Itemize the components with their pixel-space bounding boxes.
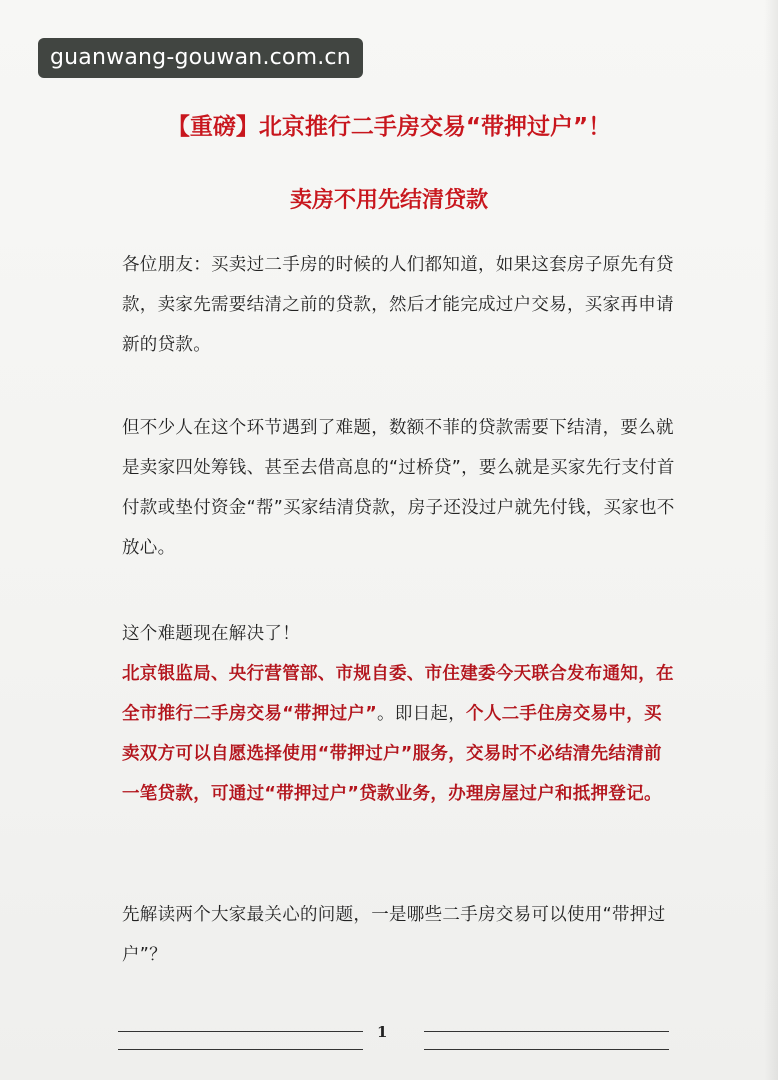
footer-rule-left-top: [118, 1031, 363, 1032]
footer-rule-right-bottom: [424, 1049, 669, 1050]
announcement-highlight-a: 北京银监局、央行营管部、市规自委、市住建委今天联合发布通知，在全市推行二手房交易“带押过户”: [122, 664, 674, 724]
announcement-lead: 这个难题现在解决了！: [122, 624, 300, 644]
footer-rule-left-bottom: [118, 1049, 363, 1050]
page-title: 【重磅】北京推行二手房交易“带押过户”！: [166, 114, 612, 140]
watermark-badge: guanwang-gouwan.com.cn: [38, 38, 363, 78]
paragraph-problem: 但不少人在这个环节遇到了难题，数额不菲的贷款需要下结清，要么就是卖家四处筹钱、甚至去借高息的“过桥贷”，要么就是买家先行支付首付款或垫付资金“帮”买家结清贷款，房子还没过户就先付钱，买家也不放心。: [122, 418, 675, 558]
paragraph-intro: 各位朋友：买卖过二手房的时候的人们都知道，如果这套房子原先有贷款，卖家先需要结清之前的贷款，然后才能完成过户交易，买家再申请新的贷款。: [122, 255, 674, 355]
page-edge-shadow: [764, 0, 778, 1080]
announcement-highlight-b: 个人二手住房交易中，买卖双方可以自愿选择使用“带押过户”服务，交易时不必结清先结清前一笔贷款，可通过“带押过户”贷款业务，办理房屋过户和抵押登记。: [122, 704, 662, 804]
page-number: 1: [377, 1023, 388, 1041]
announcement-body: [122, 654, 677, 814]
paragraph-announcement: [122, 614, 677, 814]
announcement-plain: 。即日起，: [377, 704, 467, 724]
page-subtitle: 卖房不用先结清贷款: [289, 188, 488, 213]
footer-rule-right-top: [424, 1031, 669, 1032]
paragraph-question: 先解读两个大家最关心的问题，一是哪些二手房交易可以使用“带押过户”？: [122, 905, 666, 965]
